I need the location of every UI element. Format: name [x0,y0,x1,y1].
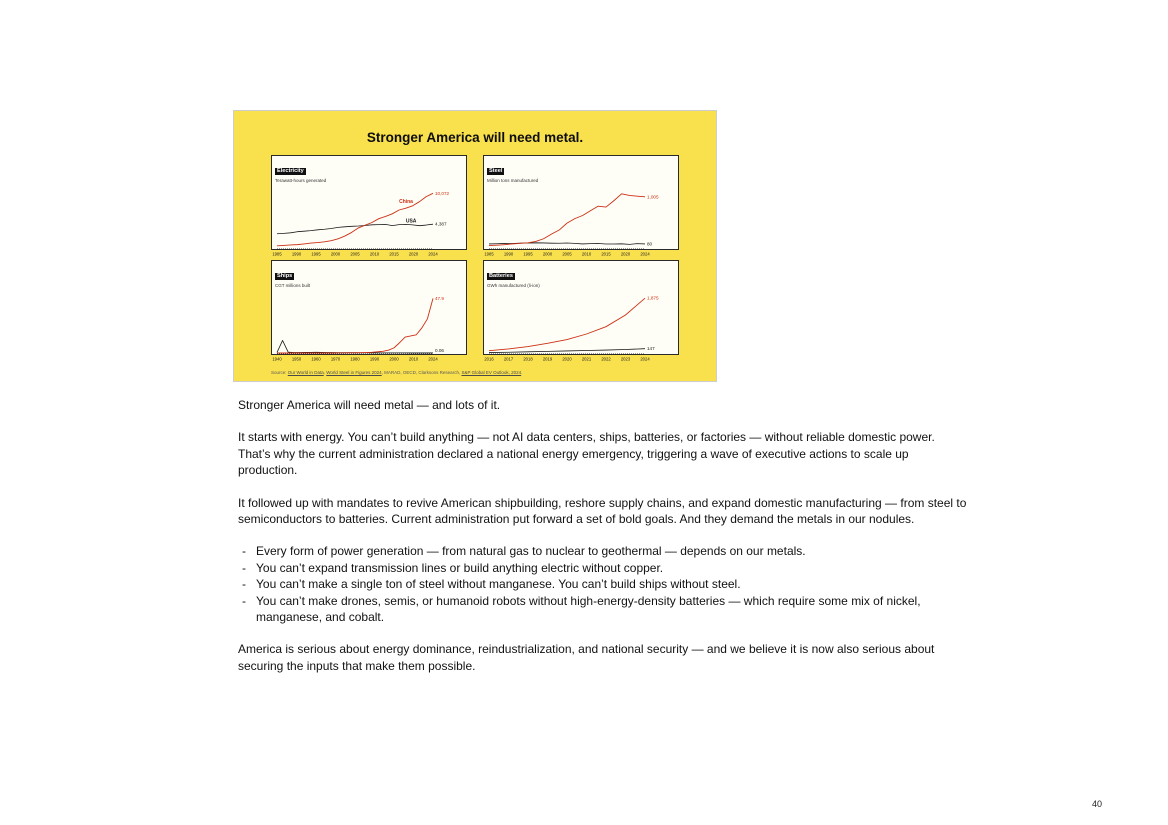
svg-text:2024: 2024 [428,251,438,256]
source-line [271,370,706,376]
svg-text:2018: 2018 [523,356,533,361]
svg-text:1985: 1985 [484,251,494,256]
svg-text:1,005: 1,005 [647,193,659,199]
slide-title: Stronger America will need metal. [366,130,584,145]
svg-text:2024: 2024 [428,356,438,361]
svg-text:2000: 2000 [542,251,553,256]
svg-text:2005: 2005 [562,251,572,256]
svg-text:1,875: 1,875 [647,295,659,301]
svg-text:2020: 2020 [562,356,572,361]
bullet-manganese-steel: - You can’t make a single ton of steel without manganese. You can’t build ships without steel. [238,576,968,592]
svg-text:2023: 2023 [620,356,631,361]
svg-text:0.06: 0.06 [435,347,444,353]
paragraph-intro: Stronger America will need metal — and lots of it. [238,398,501,412]
svg-text:1990: 1990 [369,356,380,361]
body-text [238,397,968,690]
svg-text:1990: 1990 [503,251,514,256]
chart-panel-electricity [271,155,467,256]
source-text: Source: [271,370,288,375]
paragraph-mandates: It followed up with mandates to revive American shipbuilding, reshore supply chains, and expand domestic manufacturing — from steel to semiconductors to batteries. Current administration put forward a set of bold goals. And they demand the metals in our nodules. [238,495,967,527]
paragraph-energy: It starts with energy. You can’t build anything — not AI data centers, ships, batteries, or factories — without reliable domestic power. That’s why the current administration declared a national energy emergency, triggering a wave of executive actions to scale up production. [238,430,935,478]
svg-text:2021: 2021 [581,356,592,361]
svg-text:2019: 2019 [542,356,553,361]
svg-text:2015: 2015 [389,251,399,256]
source-link[interactable]: World Steel in Figures 2024 [326,370,382,375]
metal-slide-image [233,110,717,382]
source-text: , MARAD, OECD, Clarksons Research, [381,370,462,375]
steel-chart-subtitle: Million tons manufactured [487,178,539,183]
svg-text:2020: 2020 [408,251,419,256]
charts-grid [234,155,716,361]
svg-text:2016: 2016 [484,356,494,361]
svg-text:2000: 2000 [330,251,341,256]
svg-text:2010: 2010 [581,251,592,256]
svg-text:2017: 2017 [503,356,514,361]
svg-text:2020: 2020 [620,251,631,256]
source-link[interactable]: S&P Global EV Outlook, 2024 [461,370,522,375]
svg-text:1950: 1950 [291,356,302,361]
svg-text:2000: 2000 [389,356,399,361]
bullet-copper: - You can’t expand transmission lines or build anything electric without copper. [238,560,968,576]
svg-text:1985: 1985 [272,251,282,256]
source-text: . [521,370,523,375]
page-number: 40 [1091,799,1102,809]
svg-text:1995: 1995 [523,251,533,256]
electricity-chart-label: Electricity [277,168,304,174]
svg-text:10,072: 10,072 [435,190,450,196]
batteries-chart-subtitle: GWh manufactured (li-ion) [487,283,540,288]
svg-text:80: 80 [647,240,653,246]
svg-text:147: 147 [647,345,655,351]
bullet-power-generation: - Every form of power generation — from natural gas to nuclear to geothermal — depends on our metals. [238,543,968,559]
svg-text:1970: 1970 [330,356,341,361]
svg-text:2005: 2005 [350,251,360,256]
svg-text:4,387: 4,387 [435,221,447,227]
steel-chart [484,186,675,258]
ships-chart-subtitle: CGT millions built [275,283,311,288]
svg-text:2022: 2022 [601,356,611,361]
ships-chart [272,291,463,363]
paragraph-closing: America is serious about energy dominance, reindustrialization, and national security — and we believe it is now also serious about securing the inputs that make them possible. [238,642,935,673]
svg-text:47.9: 47.9 [435,295,444,301]
electricity-chart [272,186,463,258]
svg-text:1990: 1990 [291,251,302,256]
svg-text:2015: 2015 [601,251,611,256]
svg-text:1960: 1960 [311,356,321,361]
svg-text:1980: 1980 [350,356,360,361]
chart-panel-ships [271,260,467,361]
steel-chart-label: Steel [489,168,503,174]
svg-text:USA: USA [405,217,417,224]
chart-panel-batteries [483,260,679,361]
batteries-chart [484,291,675,363]
chart-panel-steel [483,155,679,256]
svg-text:1995: 1995 [311,251,321,256]
source-link[interactable]: Our World in Data [287,370,324,375]
svg-text:China: China [399,198,413,205]
electricity-chart-subtitle: Terawatt-hours generated [275,178,327,183]
source-text: , [323,370,327,375]
metal-bullet-list [238,543,968,625]
svg-text:1940: 1940 [272,356,282,361]
svg-text:2024: 2024 [640,251,650,256]
bullet-batteries: - You can’t make drones, semis, or humanoid robots without high-energy-density batteries — which require some mix of nickel, manganese, and cobalt. [238,593,968,626]
svg-text:2010: 2010 [408,356,419,361]
svg-text:2010: 2010 [369,251,380,256]
batteries-chart-label: Batteries [489,273,513,279]
ships-chart-label: Ships [277,273,293,279]
svg-text:2024: 2024 [640,356,650,361]
